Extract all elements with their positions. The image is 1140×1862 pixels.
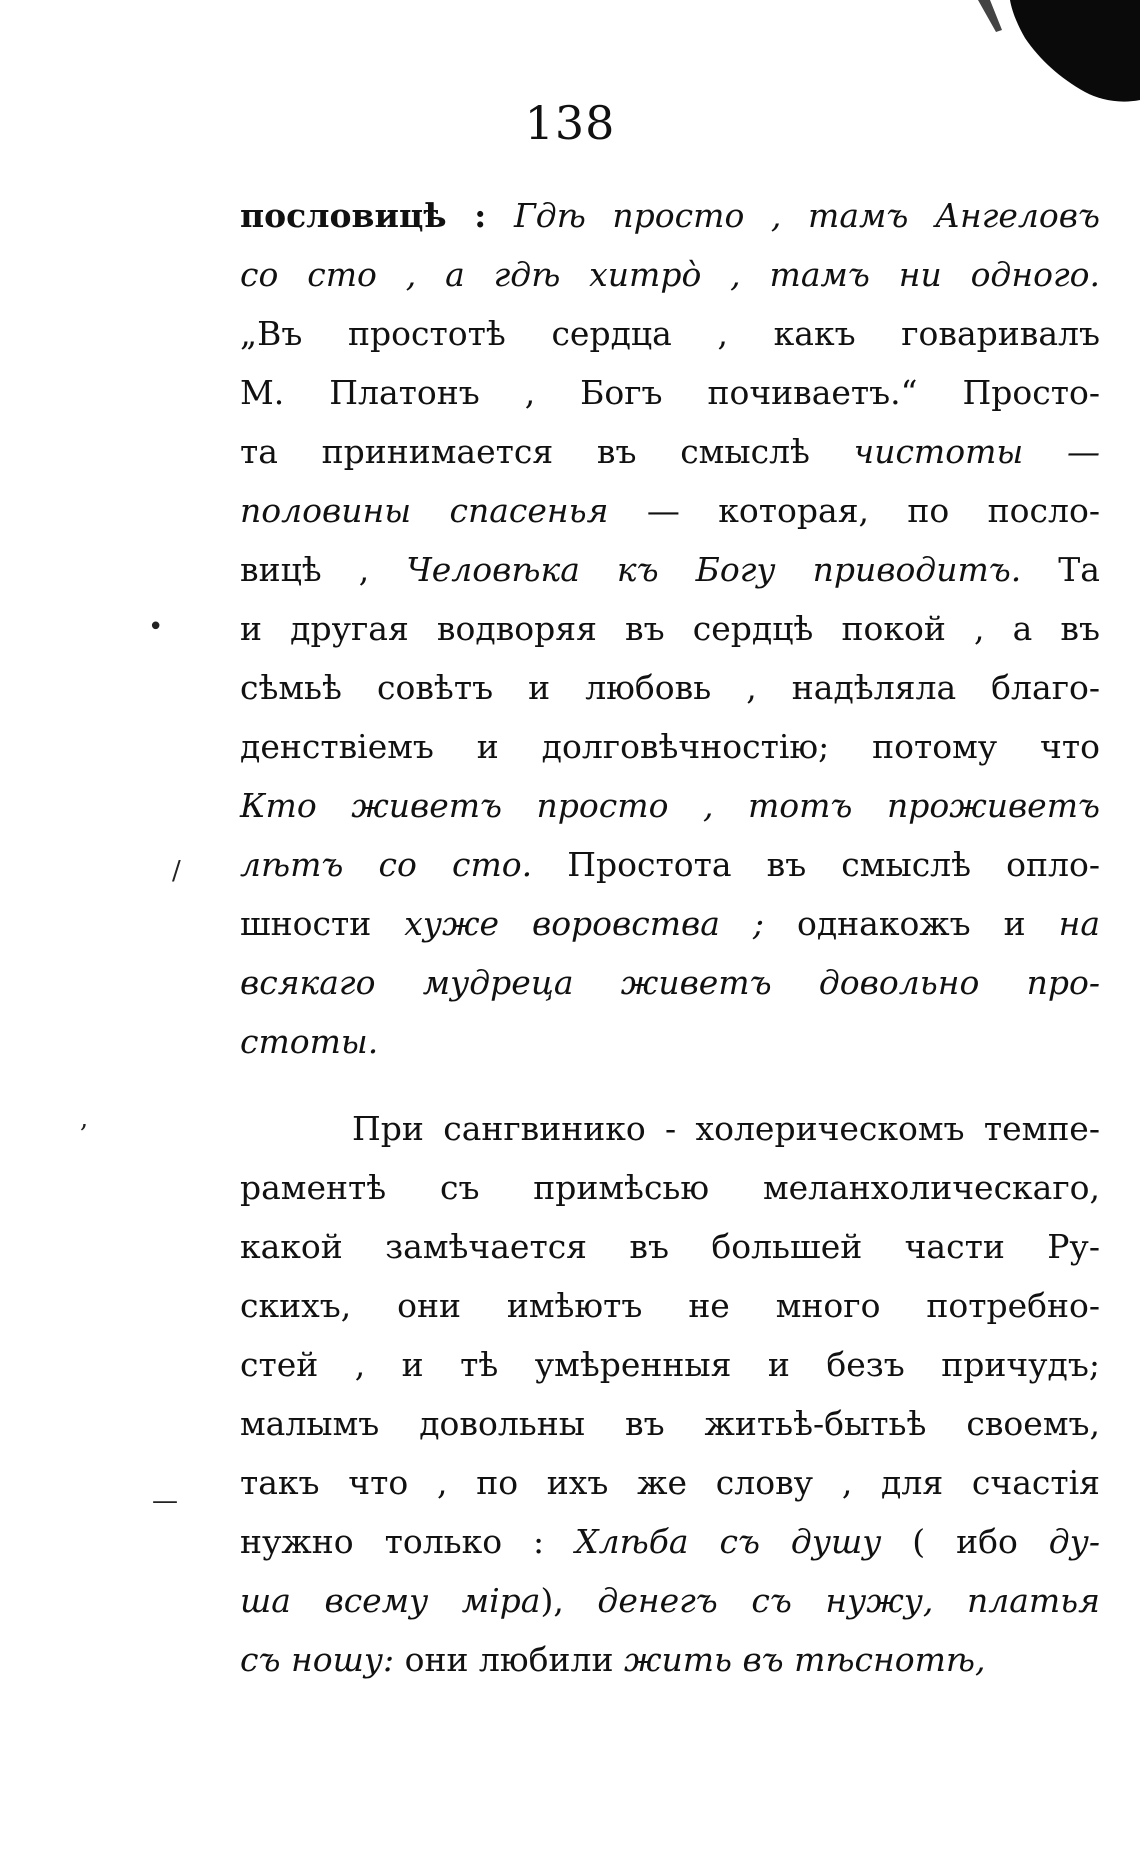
text-run: денствіемъ и долговѣчностію; потому что [240,727,1100,766]
margin-dot-mark: • [148,612,164,642]
text-line [240,1012,1100,1071]
text-line [240,481,1100,540]
text-line [240,599,1100,658]
text-run: нужно только : [240,1522,576,1561]
text-line [240,658,1100,717]
italic-text-run: на [1058,904,1100,943]
text-line [240,776,1100,835]
italic-text-run: Человѣка къ Богу приводитъ. [406,550,1022,589]
text-run: „Въ простотѣ сердца , какъ говаривалъ [240,314,1100,353]
paragraph [240,1099,1100,1689]
italic-text-run: ду- [1048,1522,1100,1561]
text-line [240,1099,1100,1158]
text-line [240,1571,1100,1630]
text-run: и другая водворяя въ сердцѣ покой , а въ [240,609,1100,648]
text-run: скихъ, они имѣютъ не много потребно- [240,1286,1100,1325]
text-run: сѣмьѣ совѣтъ и любовь , надѣляла благо- [240,668,1100,707]
text-run: однакожъ и [764,904,1059,943]
text-line [240,304,1100,363]
margin-comma-mark: , [80,1104,89,1134]
margin-tick-mark: / [172,856,181,886]
italic-text-run: денегъ съ нужу, платья [597,1581,1100,1620]
text-line [240,1453,1100,1512]
italic-text-run: со сто , а гдѣ хитрò , тамъ ни одного. [240,255,1100,294]
italic-text-run: чистоты — [853,432,1100,471]
text-run: — которая, по посло- [608,491,1101,530]
text-line [240,717,1100,776]
text-line [240,363,1100,422]
text-line [240,1512,1100,1571]
text-run: пословицѣ : [240,196,514,235]
text-line [240,894,1100,953]
text-line [240,1217,1100,1276]
italic-text-run: всякаго мудреца живетъ довольно про- [240,963,1100,1002]
italic-text-run: хуже воровства ; [404,904,764,943]
text-line [240,540,1100,599]
page-body-text [240,186,1100,1689]
italic-text-run: лѣтъ со сто. [240,845,533,884]
italic-text-run: ша всему міра [240,1581,541,1620]
italic-text-run: съ ношу: [240,1640,395,1679]
italic-text-run: Кто живетъ просто , тотъ проживетъ [240,786,1100,825]
italic-text-run: жить въ тѣснотѣ, [623,1640,986,1679]
text-run: ( ибо [881,1522,1049,1561]
text-run: шности [240,904,405,943]
text-line [240,422,1100,481]
italic-text-run: половины спасенья [240,491,609,530]
text-run: стей , и тѣ умѣренныя и безъ причудъ; [240,1345,1100,1384]
text-line [240,245,1100,304]
text-line [240,953,1100,1012]
text-line [240,186,1100,245]
margin-dash-mark: — [152,1486,178,1516]
text-run: малымъ довольны въ житьѣ-бытьѣ своемъ, [240,1404,1100,1443]
paragraph-gap [240,1071,1100,1099]
paragraph [240,186,1100,1071]
text-run: Простота въ смыслѣ опло- [532,845,1100,884]
text-run: При сангвинико - холерическомъ темпе- [352,1109,1100,1148]
italic-text-run: стоты. [240,1022,379,1061]
ink-blot-corner [950,0,1140,110]
text-run: такъ что , по ихъ же слову , для счастія [240,1463,1100,1502]
italic-text-run: Хлѣба съ душу [575,1522,882,1561]
text-line [240,1394,1100,1453]
italic-text-run: Гдѣ просто , тамъ Ангеловъ [513,196,1100,235]
text-run: Та [1021,550,1100,589]
text-run: они любили [394,1640,624,1679]
text-line [240,1158,1100,1217]
text-line [240,1335,1100,1394]
text-run: та принимается въ смыслѣ [240,432,854,471]
text-run: вицѣ , [240,550,407,589]
text-run: М. Платонъ , Богъ почиваетъ.“ Просто- [240,373,1100,412]
text-run: какой замѣчается въ большей части Ру- [240,1227,1100,1266]
text-run: раментѣ съ примѣсью меланхолическаго, [240,1168,1100,1207]
page-number: 138 [524,96,616,150]
text-line [240,1630,1100,1689]
text-line [240,1276,1100,1335]
text-line [240,835,1100,894]
text-run: ), [540,1581,598,1620]
